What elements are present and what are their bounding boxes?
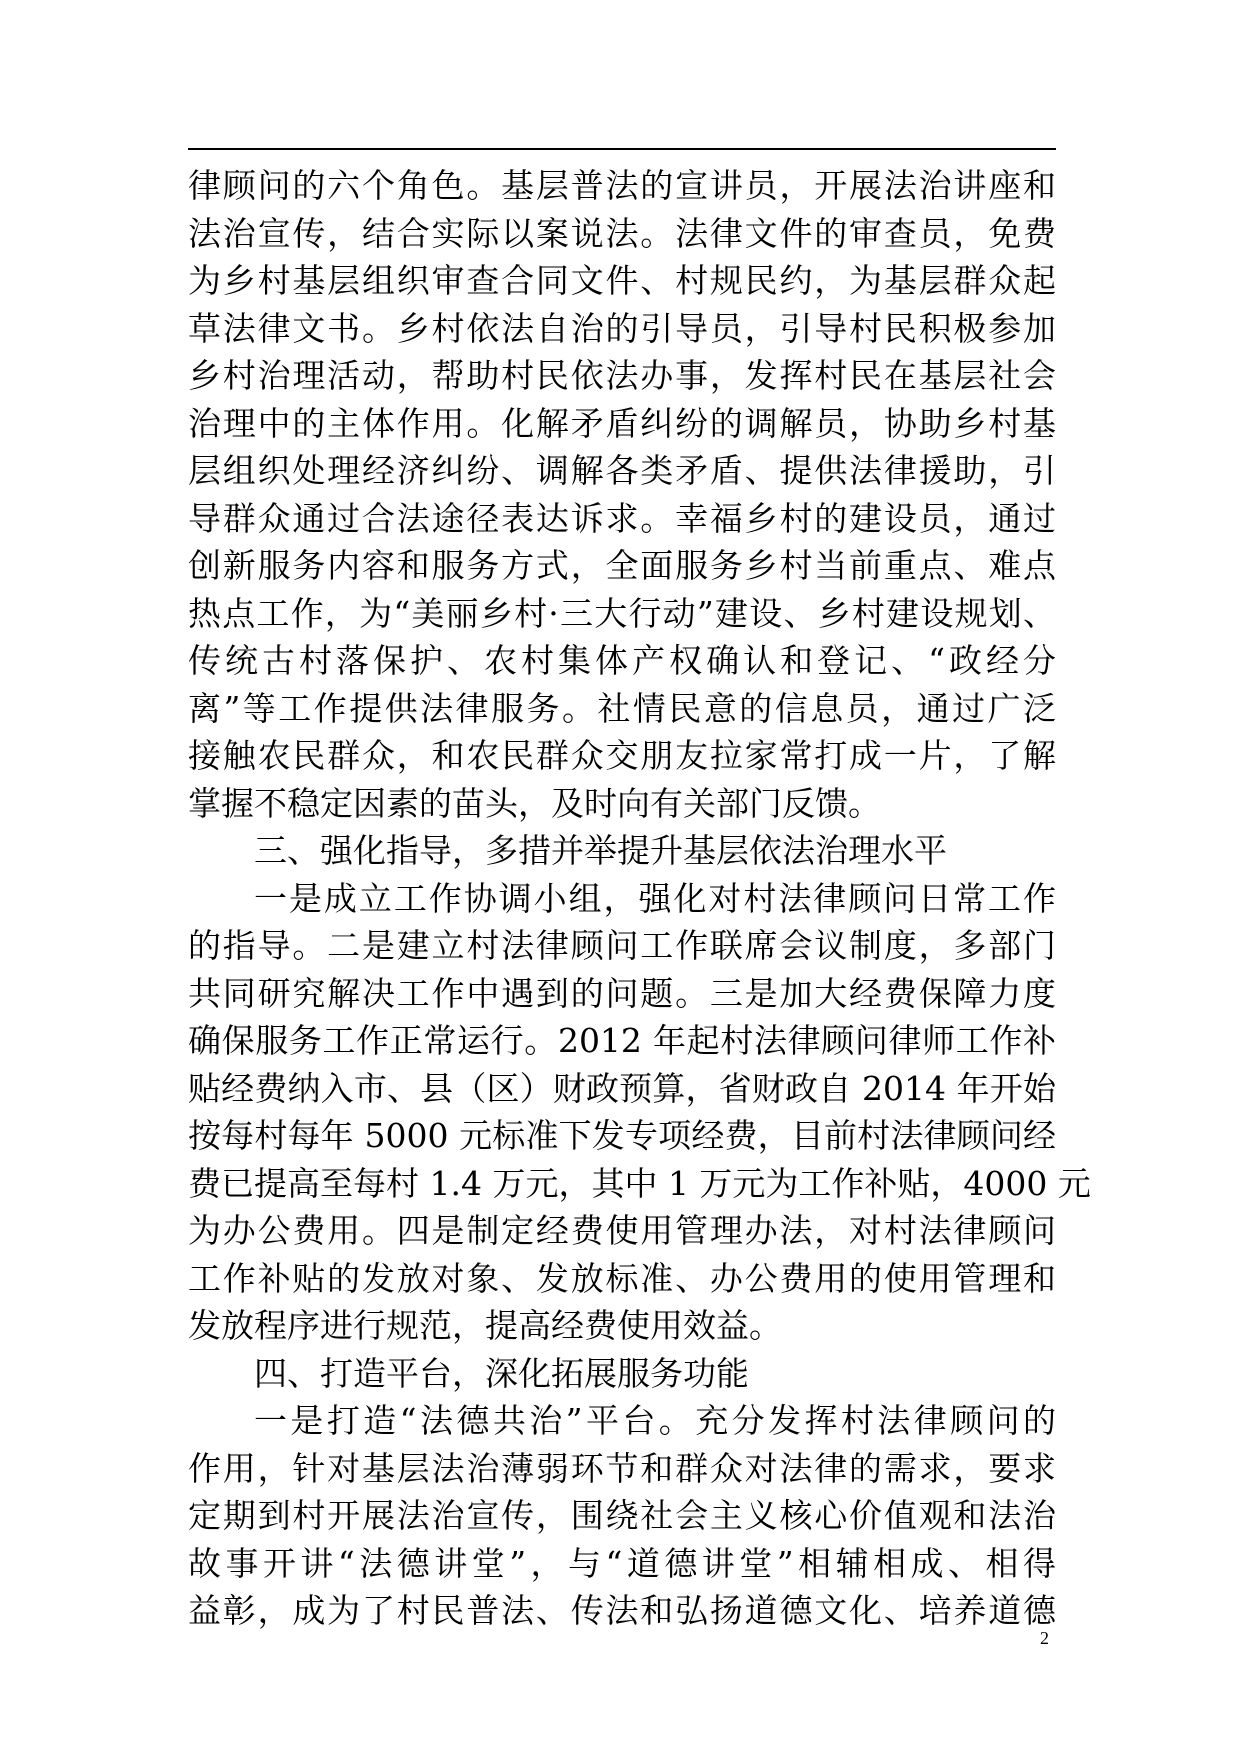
- text-line: 四、打造平台，深化拓展服务功能: [254, 1353, 749, 1393]
- text-line: 接触农民群众，和农民群众交朋友拉家常打成一片，了解: [188, 736, 1056, 775]
- text-line: 按每村每年 5000 元标准下发专项经费，目前村法律顾问经: [188, 1116, 1056, 1155]
- text-line: 律顾问的六个角色。基层普法的宣讲员，开展法治讲座和: [188, 166, 1056, 205]
- document-body: [188, 162, 1091, 1635]
- text-line: 法治宣传，结合实际以案说法。法律文件的审查员，免费: [188, 213, 1056, 253]
- text-line: 工作补贴的发放对象、发放标准、办公费用的使用管理和: [188, 1258, 1056, 1298]
- header-rule: [188, 148, 1056, 150]
- text-line: 治理中的主体作用。化解矛盾纠纷的调解员，协助乡村基: [188, 403, 1056, 443]
- text-line: 创新服务内容和服务方式，全面服务乡村当前重点、难点: [188, 546, 1056, 585]
- page-number: 2: [1040, 1628, 1049, 1648]
- text-line: 作用，针对基层法治薄弱环节和群众对法律的需求，要求: [188, 1448, 1056, 1488]
- text-line: 三、强化指导，多措并举提升基层依法治理水平: [254, 831, 947, 870]
- text-line: 故事开讲“法德讲堂”，与“道德讲堂”相辅相成、相得: [188, 1543, 1056, 1583]
- text-line: 热点工作，为“美丽乡村·三大行动”建设、乡村建设规划、: [188, 593, 1056, 633]
- text-line: 一是打造“法德共治”平台。充分发挥村法律顾问的: [254, 1401, 1056, 1440]
- text-line: 导群众通过合法途径表达诉求。幸福乡村的建设员，通过: [188, 498, 1056, 538]
- text-line: 贴经费纳入市、县（区）财政预算，省财政自 2014 年开始: [188, 1068, 1056, 1108]
- text-line: 定期到村开展法治宣传，围绕社会主义核心价值观和法治: [188, 1496, 1056, 1535]
- text-line: 离”等工作提供法律服务。社情民意的信息员，通过广泛: [188, 688, 1056, 728]
- text-line: 共同研究解决工作中遇到的问题。三是加大经费保障力度: [188, 973, 1056, 1013]
- text-line: 益彰，成为了村民普法、传法和弘扬道德文化、培养道德: [188, 1591, 1056, 1630]
- text-line: 发放程序进行规范，提高经费使用效益。: [188, 1306, 782, 1345]
- text-line: 一是成立工作协调小组，强化对村法律顾问日常工作: [254, 878, 1056, 918]
- text-line: 层组织处理经济纠纷、调解各类矛盾、提供法律援助，引: [188, 451, 1056, 490]
- text-line: 乡村治理活动，帮助村民依法办事，发挥村民在基层社会: [188, 356, 1056, 395]
- text-line: 费已提高至每村 1.4 万元，其中 1 万元为工作补贴，4000 元: [188, 1163, 1091, 1203]
- text-line: 的指导。二是建立村法律顾问工作联席会议制度，多部门: [188, 926, 1056, 965]
- text-line: 掌握不稳定因素的苗头，及时向有关部门反馈。: [188, 783, 881, 823]
- text-line: 为办公费用。四是制定经费使用管理办法，对村法律顾问: [188, 1211, 1056, 1250]
- text-line: 为乡村基层组织审查合同文件、村规民约，为基层群众起: [188, 261, 1056, 300]
- text-line: 确保服务工作正常运行。2012 年起村法律顾问律师工作补: [188, 1021, 1056, 1060]
- text-line: 草法律文书。乡村依法自治的引导员，引导村民积极参加: [188, 308, 1056, 348]
- text-line: 传统古村落保护、农村集体产权确认和登记、“政经分: [188, 641, 1056, 680]
